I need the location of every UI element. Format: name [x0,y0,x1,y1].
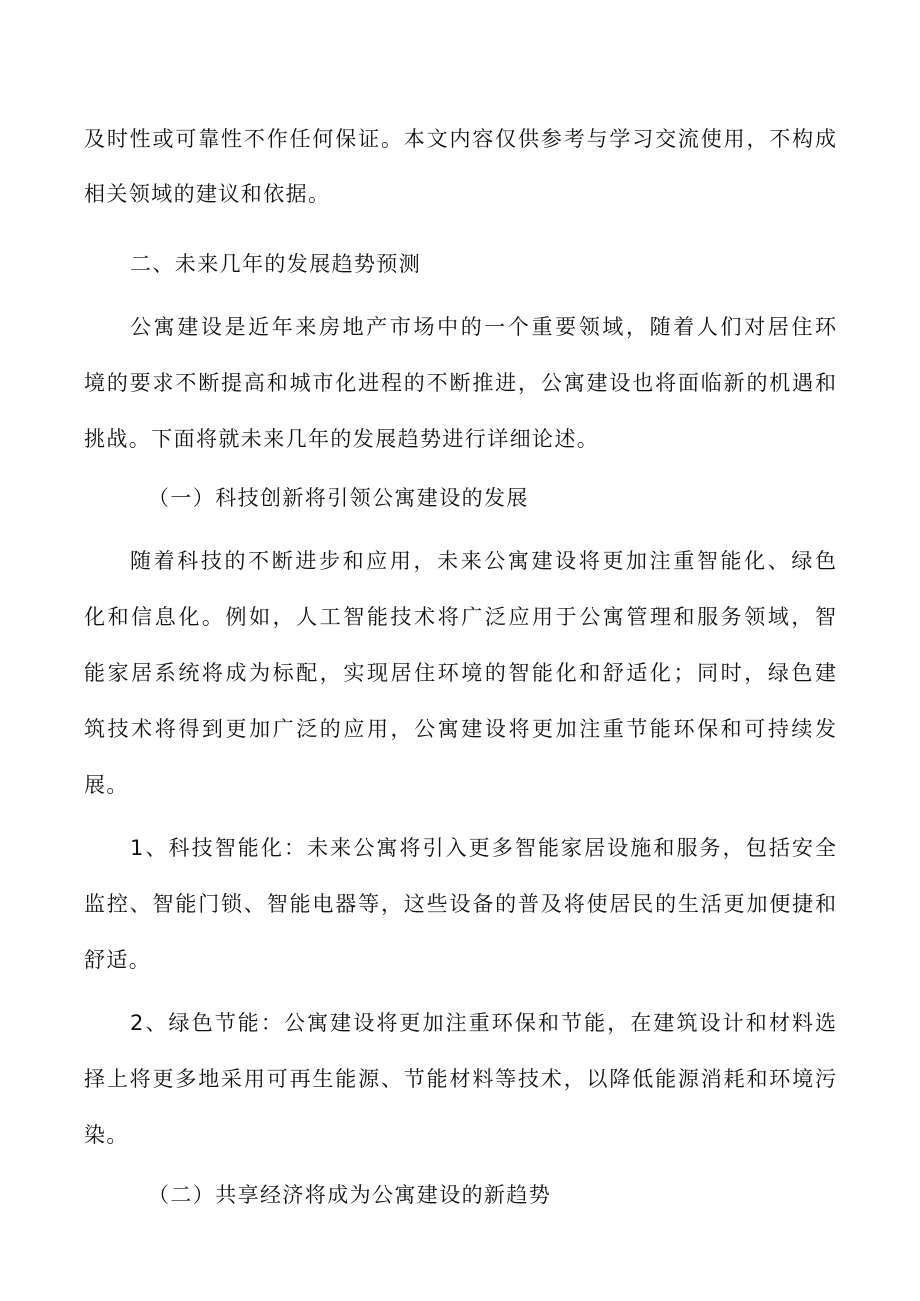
section-paragraph-line-1: 公寓建设是近年来房地产市场中的一个重要领域，随着人们对居住环 [130,315,836,339]
subsection-1-line-2: 化和信息化。例如，人工智能技术将广泛应用于公寓管理和服务领域，智 [84,605,836,629]
subsection-1-line-5: 展。 [84,773,129,797]
item-1-line-2: 监控、智能门锁、智能电器等，这些设备的普及将使居民的生活更加便捷和 [84,892,836,916]
subsection-1-line-1: 随着科技的不断进步和应用，未来公寓建设将更加注重智能化、绿色 [130,549,836,573]
section-paragraph-line-2: 境的要求不断提高和城市化进程的不断推进，公寓建设也将面临新的机遇和 [84,371,836,395]
section-paragraph-line-3: 挑战。下面将就未来几年的发展趋势进行详细论述。 [84,427,600,451]
subsection-1-line-3: 能家居系统将成为标配，实现居住环境的智能化和舒适化；同时，绿色建 [84,661,836,685]
intro-line-2: 相关领域的建议和依据。 [84,182,331,206]
subsection-2-heading: （二）共享经济将成为公寓建设的新趋势 [148,1183,552,1207]
item-2-line-2: 择上将更多地采用可再生能源、节能材料等技术，以降低能源消耗和环境污 [84,1067,836,1091]
item-2-line-3: 染。 [84,1123,129,1147]
section-heading: 二、未来几年的发展趋势预测 [130,252,422,276]
subsection-1-line-4: 筑技术将得到更加广泛的应用，公寓建设将更加注重节能环保和可持续发 [84,717,836,741]
item-1-line-1: 1、科技智能化：未来公寓将引入更多智能家居设施和服务，包括安全 [130,836,836,860]
intro-line-1: 及时性或可靠性不作任何保证。本文内容仅供参考与学习交流使用，不构成 [84,127,836,151]
subsection-1-heading: （一）科技创新将引领公寓建设的发展 [148,486,529,510]
item-1-line-3: 舒适。 [84,948,152,972]
item-2-line-1: 2、绿色节能：公寓建设将更加注重环保和节能，在建筑设计和材料选 [130,1011,836,1035]
